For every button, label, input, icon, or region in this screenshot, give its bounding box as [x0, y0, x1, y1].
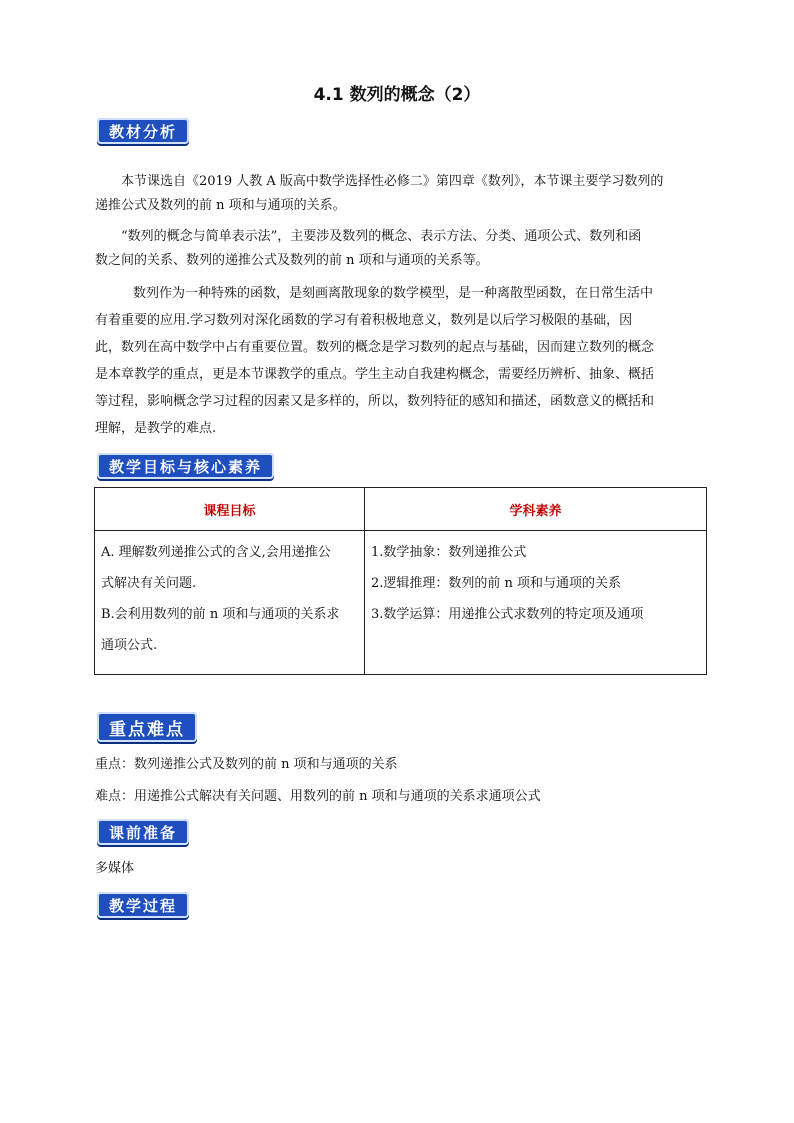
- analysis-p3-line-3: 此，数列在高中数学中占有重要位置。数列的概念是学习数列的起点与基础，因而建立数列的概念: [95, 340, 655, 355]
- goals-header-course: 课程目标: [95, 488, 365, 531]
- prep-text: 多媒体: [95, 861, 135, 876]
- goals-header-literacy: 学科素养: [365, 488, 707, 531]
- analysis-p1-line-2: 递推公式及数列的前 n 项和与通项的关系。: [95, 197, 346, 213]
- analysis-p2-line-1: “数列的概念与简单表示法”，主要涉及数列的概念、表示方法、分类、通项公式、数列和函: [121, 229, 642, 244]
- goal-line: 通项公式.: [101, 638, 158, 653]
- analysis-p2-line-2: 数之间的关系、数列的递推公式及数列的前 n 项和与通项的关系等。: [95, 252, 489, 268]
- analysis-paragraph-2: [95, 225, 707, 272]
- analysis-p1-line-1: 本节课选自《2019 人教 A 版高中数学选择性必修二》第四章《数列》，本节课主要学习数列的: [121, 174, 664, 189]
- analysis-p3-line-6: 理解，是教学的难点.: [95, 421, 217, 436]
- analysis-paragraph-3: [95, 280, 707, 442]
- literacy-line: 1.数学抽象：数列递推公式: [371, 545, 527, 560]
- goals-course-cell: [95, 531, 365, 675]
- key-point-text: 重点：数列递推公式及数列的前 n 项和与通项的关系: [95, 757, 398, 772]
- section-badge-process: 教学过程: [97, 892, 189, 918]
- difficult-point-text: 难点：用递推公式解决有关问题、用数列的前 n 项和与通项的关系求通项公式: [95, 789, 541, 804]
- analysis-p3-line-5: 等过程，影响概念学习过程的因素又是多样的，所以，数列特征的感知和描述，函数意义的概括和: [95, 394, 655, 409]
- analysis-p3-line-2: 有着重要的应用.学习数列对深化函数的学习有着积极地意义，数列是以后学习极限的基础，因: [95, 313, 633, 328]
- section-badge-analysis: 教材分析: [97, 118, 189, 144]
- goal-line: B.会利用数列的前 n 项和与通项的关系求: [101, 607, 340, 622]
- page-title: 4.1 数列的概念（2）: [313, 85, 481, 105]
- analysis-paragraph-1: [95, 170, 707, 217]
- section-badge-goals: 教学目标与核心素养: [97, 453, 274, 479]
- goals-table: [94, 487, 707, 675]
- goals-table-header-row: [95, 488, 707, 531]
- section-badge-prep: 课前准备: [97, 819, 189, 845]
- analysis-p3-line-1: 数列作为一种特殊的函数，是刻画离散现象的数学模型，是一种离散型函数，在日常生活中: [133, 286, 654, 301]
- analysis-p3-line-4: 是本章教学的重点，更是本节课教学的重点。学生主动自我建构概念，需要经历辨析、抽象、概括: [95, 367, 655, 382]
- goals-table-row: [95, 531, 707, 675]
- section-badge-keypoints: 重点难点: [97, 712, 197, 742]
- literacy-line: 2.逻辑推理：数列的前 n 项和与通项的关系: [371, 576, 622, 591]
- goal-line: 式解决有关问题.: [101, 576, 197, 591]
- literacy-line: 3.数学运算：用递推公式求数列的特定项及通项: [371, 607, 644, 622]
- goal-line: A. 理解数列递推公式的含义,会用递推公: [101, 545, 331, 560]
- goals-literacy-cell: [365, 531, 707, 675]
